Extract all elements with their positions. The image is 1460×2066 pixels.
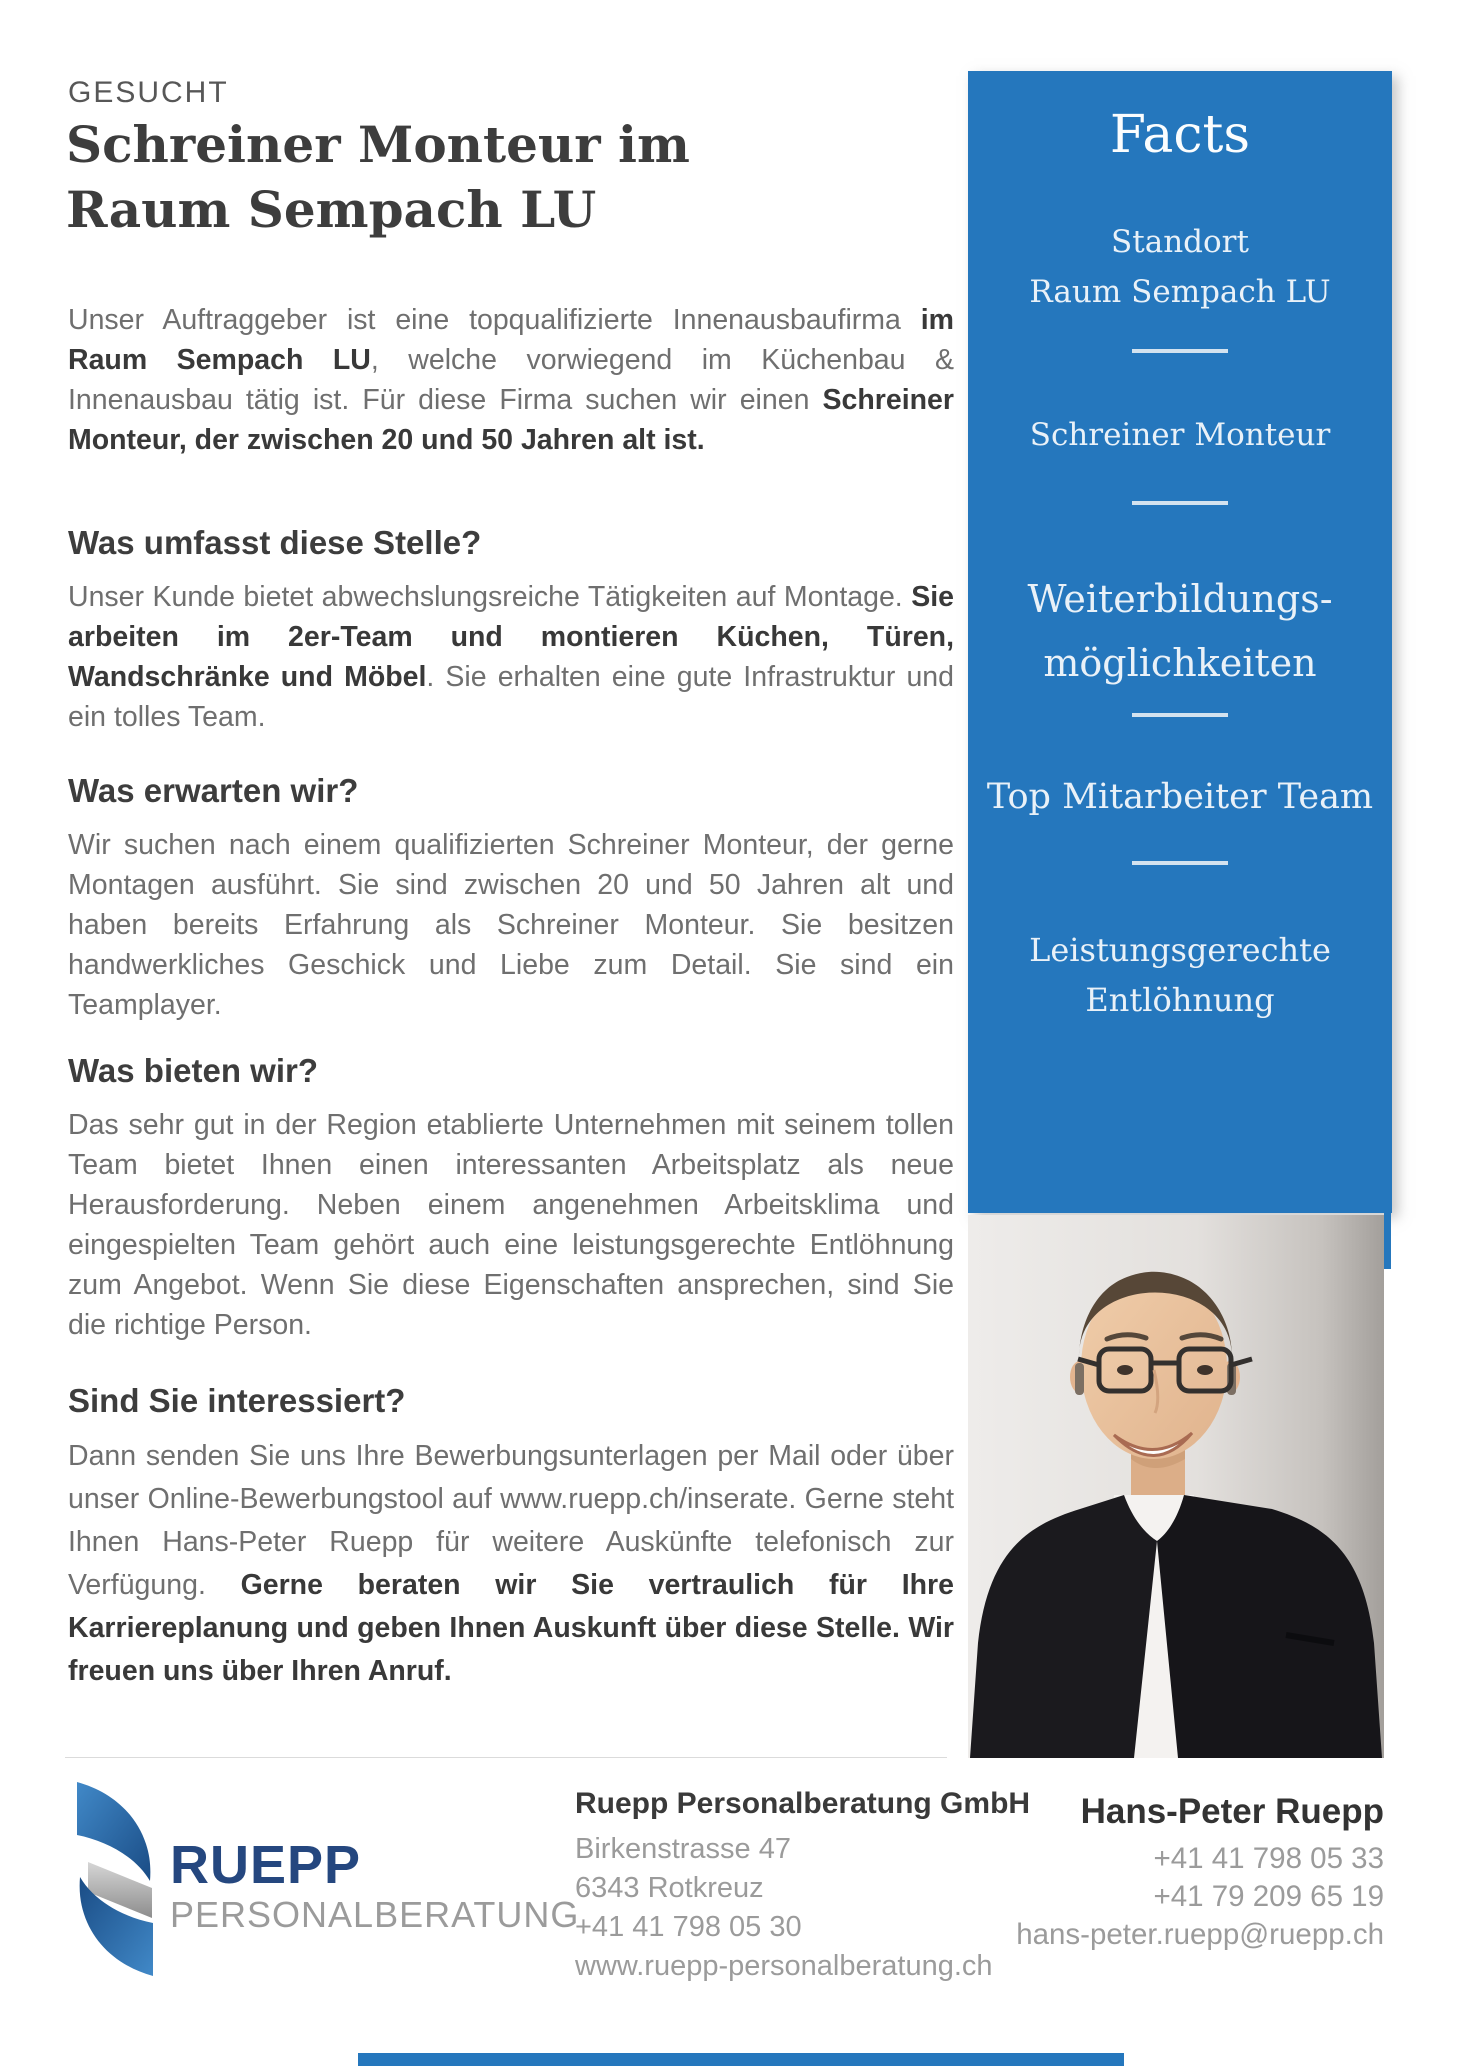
page-title: Schreiner Monteur im Raum Sempach LU bbox=[66, 115, 690, 239]
fact-item-job bbox=[968, 417, 1392, 453]
contact-phone1: +41 41 798 05 33 bbox=[1153, 1842, 1384, 1875]
company-city: 6343 Rotkreuz bbox=[575, 1872, 764, 1904]
fact-location-value: Raum Sempach LU bbox=[1029, 274, 1331, 310]
ruepp-logo-icon bbox=[74, 1782, 156, 1976]
fact-item-training bbox=[968, 567, 1392, 695]
fact-item-location bbox=[968, 217, 1392, 317]
bottom-accent-bar bbox=[358, 2053, 1124, 2066]
section-heading-expectations: Was erwarten wir? bbox=[68, 772, 359, 809]
facts-title: Facts bbox=[1109, 105, 1251, 165]
fact-job-value: Schreiner Monteur bbox=[1029, 417, 1331, 453]
company-website-link[interactable]: www.ruepp-personalberatung.ch bbox=[575, 1950, 993, 1982]
company-name: Ruepp Personalberatung GmbH bbox=[575, 1787, 1031, 1820]
company-street: Birkenstrasse 47 bbox=[575, 1833, 791, 1865]
section-heading-apply: Sind Sie interessiert? bbox=[68, 1382, 406, 1419]
blue-accent-strip bbox=[1384, 1213, 1391, 1269]
section-paragraph-offer: Das sehr gut in der Region etablierte Unternehmen mit seinem tollen Team bietet Ihnen einen interessanten Arbeitsplatz als neue Herausforderung. Neben einem angenehmen Arbeitsklima und eingespielten Team gehört auch eine leistungsgerechte Entlöhnung zum Angebot. Wenn Sie diese Eigenschaften ansprechen, sind Sie die richtige Person. bbox=[68, 1109, 954, 1341]
section-offer bbox=[68, 1052, 954, 1345]
section-paragraph-expectations: Wir suchen nach einem qualifizierten Schreiner Monteur, der gerne Montagen ausführt. Sie sind zwischen 20 und 50 Jahren alt und haben bereits Erfahrung als Schreiner Monteur. Sie besitzen handwerkliches Geschick und Liebe zum Detail. Sie sind ein Teamplayer. bbox=[68, 829, 954, 1021]
section-paragraph-apply: Dann senden Sie uns Ihre Bewerbungsunterlagen per Mail oder über unser Online-Bewerbungstool auf www.ruepp.ch/inserate. Gerne steht Ihnen Hans-Peter Ruepp für weitere Auskünfte telefonisch zur Verfügung. Gerne beraten wir Sie vertraulich für Ihre Karriereplanung und geben Ihnen Auskunft über diese Stelle. Wir freuen uns über Ihren Anruf. bbox=[68, 1440, 954, 1687]
section-heading-role: Was umfasst diese Stelle? bbox=[68, 524, 482, 561]
section-paragraph-role: Unser Kunde bietet abwechslungsreiche Tätigkeiten auf Montage. Sie arbeiten im 2er-Team und montieren Küchen, Türen, Wandschränke und Möbel. Sie erhalten eine gute Infrastruktur und ein tolles Team. bbox=[68, 581, 954, 733]
fact-item-salary bbox=[968, 925, 1392, 1025]
section-role bbox=[68, 524, 954, 737]
section-heading-offer: Was bieten wir? bbox=[68, 1052, 318, 1089]
contact-email-link[interactable]: hans-peter.ruepp@ruepp.ch bbox=[1016, 1918, 1384, 1951]
company-block bbox=[575, 1784, 1030, 1986]
fact-team-value: Top Mitarbeiter Team bbox=[986, 777, 1374, 817]
facts-divider bbox=[1132, 501, 1228, 505]
contact-block bbox=[1016, 1793, 1384, 1954]
facts-divider bbox=[1132, 349, 1228, 353]
portrait-photo bbox=[968, 1215, 1384, 1758]
footer-divider bbox=[65, 1757, 947, 1758]
contact-name: Hans-Peter Ruepp bbox=[1080, 1792, 1384, 1831]
facts-divider bbox=[1132, 861, 1228, 865]
facts-divider bbox=[1132, 713, 1228, 717]
intro-paragraph: Unser Auftraggeber ist eine topqualifizierte Innenausbaufirma im Raum Sempach LU, welche vorwiegend im Küchenbau & Innenausbau tätig ist. Für diese Firma suchen wir einen Schreiner Monteur, der zwischen 20 und 50 Jahren alt ist. bbox=[68, 304, 954, 456]
facts-sidebar bbox=[968, 71, 1392, 1213]
fact-salary-line2: Entlöhnung bbox=[1085, 981, 1275, 1019]
contact-phone2: +41 79 209 65 19 bbox=[1153, 1880, 1384, 1913]
section-expectations bbox=[68, 772, 954, 1025]
fact-location-label: Standort bbox=[1111, 224, 1249, 260]
fact-salary-line1: Leistungsgerechte bbox=[1029, 931, 1331, 969]
brand-subtitle: PERSONALBERATUNG bbox=[170, 1894, 580, 1935]
eyebrow-label: GESUCHT bbox=[68, 76, 229, 109]
brand-name: RUEPP bbox=[170, 1835, 362, 1895]
fact-training-line2: möglichkeiten bbox=[1043, 641, 1317, 685]
company-phone: +41 41 798 05 30 bbox=[575, 1911, 802, 1943]
fact-item-team bbox=[968, 777, 1392, 817]
fact-training-line1: Weiterbildungs- bbox=[1027, 577, 1333, 621]
section-apply bbox=[68, 1382, 954, 1693]
